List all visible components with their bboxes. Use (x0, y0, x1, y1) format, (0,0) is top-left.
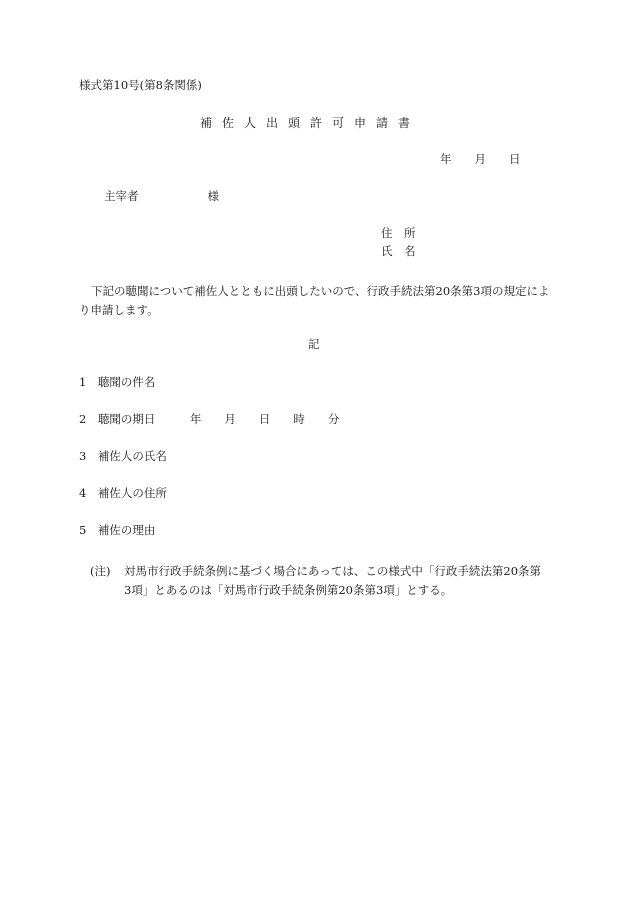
document-title: 補佐人出頭許可申請書 (200, 116, 421, 130)
list-item-assistant-name: 3 補佐人の氏名 (79, 449, 167, 463)
addressee: 主宰者 様 (104, 189, 219, 203)
list-item-assistance-reason: 5 補佐の理由 (79, 523, 156, 537)
note-line-2: 3項」とあるのは「対馬市行政手続条例第20条第3項」とする。 (124, 583, 453, 597)
applicant-name-label: 氏 名 (381, 244, 416, 258)
applicant-address-label: 住 所 (381, 226, 416, 240)
ki-heading: 記 (308, 337, 320, 351)
date-line: 年 月 日 (440, 152, 521, 166)
list-item-assistant-address: 4 補佐人の住所 (79, 486, 167, 500)
request-body-text: 下記の聴聞について補佐人とともに出頭したいので、行政手続法第20条第3項の規定により申請します。 (79, 284, 550, 317)
list-item-hearing-date: 2 聴聞の期日 年 月 日 時 分 (79, 412, 340, 426)
list-item-hearing-subject: 1 聴聞の件名 (79, 375, 156, 389)
note (90, 562, 551, 600)
note-label: (注) (90, 564, 111, 578)
note-line-1: 対馬市行政手続条例に基づく場合にあっては、この様式中「行政手続法第20条第 (124, 564, 542, 578)
form-number: 様式第10号(第8条関係) (79, 78, 202, 92)
